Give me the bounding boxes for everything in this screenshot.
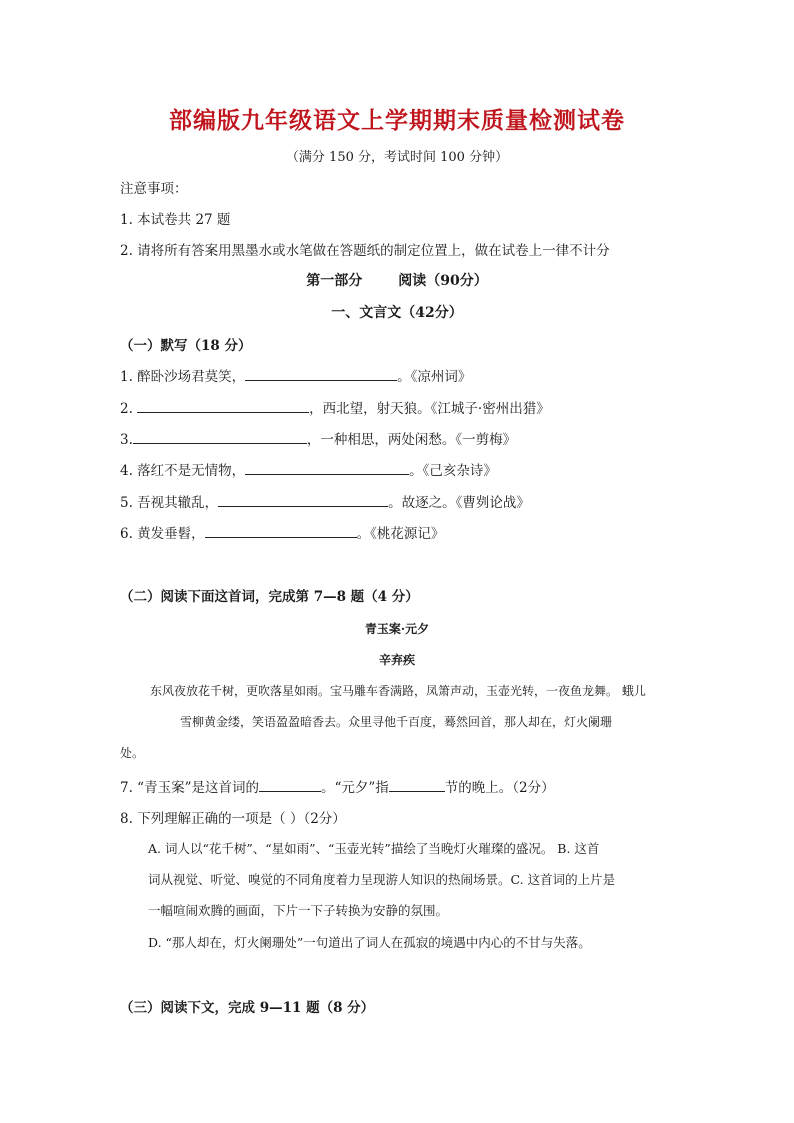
- exam-subtitle: （满分 150 分，考试时间 100 分钟）: [285, 150, 509, 165]
- sub1-heading: （一）默写（18 分）: [120, 338, 252, 354]
- answer-blank[interactable]: [205, 525, 357, 538]
- q7-part-b: 。“元夕”指: [320, 780, 389, 796]
- q7-part-c: 节的晚上。（2分）: [444, 780, 555, 796]
- q3-prefix: 3.: [120, 432, 133, 448]
- answer-blank[interactable]: [245, 368, 397, 381]
- q4-suffix: 。《己亥杂诗》: [409, 463, 497, 479]
- part-name: 阅读（90分）: [398, 273, 488, 289]
- sub3-heading: （三）阅读下文，完成 9—11 题（8 分）: [120, 1000, 375, 1016]
- question-6: [120, 522, 444, 542]
- poem-line-1: 东风夜放花千树，更吹落星如雨。宝马雕车香满路，凤箫声动，玉壶光转，一夜鱼龙舞。 蛾儿: [150, 684, 646, 698]
- question-8: 8. 下列理解正确的一项是（ ）（2分）: [120, 811, 346, 827]
- poem-title: 青玉案·元夕: [364, 622, 430, 636]
- answer-blank[interactable]: [245, 462, 409, 475]
- q3-suffix: ，一种相思，两处闲愁。《一剪梅》: [306, 432, 517, 448]
- q2-prefix: 2.: [120, 401, 138, 417]
- question-3: [120, 428, 516, 448]
- q1-suffix: 。《凉州词》: [397, 369, 472, 385]
- note-item-2: 2. 请将所有答案用黑墨水或水笔做在答题纸的制定位置上，做在试卷上一律不计分: [120, 243, 610, 259]
- q5-suffix: 。故逐之。《曹刿论战》: [388, 495, 530, 511]
- sub2-heading: （二）阅读下面这首词，完成第 7—8 题（4 分）: [120, 589, 419, 605]
- option-a-line-2: 词从视觉、听觉、嗅觉的不同角度着力呈现游人知识的热闹场景。C. 这首词的上片是: [148, 872, 616, 887]
- q2-suffix: ，西北望，射天狼。《江城子·密州出猎》: [309, 401, 550, 417]
- answer-blank[interactable]: [218, 494, 388, 507]
- note-item-1: 1. 本试卷共 27 题: [120, 212, 231, 228]
- q4-prefix: 4. 落红不是无情物，: [120, 463, 246, 479]
- question-5: [120, 491, 530, 511]
- q6-prefix: 6. 黄发垂髫，: [120, 526, 205, 542]
- q1-prefix: 1. 醉卧沙场君莫笑，: [120, 369, 246, 385]
- part-label: 第一部分: [306, 273, 363, 289]
- poem-line-3: 处。: [120, 746, 145, 760]
- option-a-line-1: A. 词人以“花千树”、“星如雨”、“玉壶光转”描绘了当晚灯火璀璨的盛况。 B. 这首: [148, 841, 600, 856]
- q5-prefix: 5. 吾视其辙乱，: [120, 495, 219, 511]
- option-a-line-3: 一幅喧闹欢腾的画面，下片一下子转换为安静的氛围。: [148, 903, 449, 918]
- q7-part-a: 7. “青玉案”是这首词的: [120, 780, 259, 796]
- answer-blank[interactable]: [133, 431, 307, 444]
- section-heading: 一、文言文（42分）: [331, 305, 463, 321]
- part-heading: [0, 270, 794, 290]
- answer-blank[interactable]: [137, 400, 309, 413]
- answer-blank[interactable]: [259, 779, 321, 792]
- poem-line-2: 雪柳黄金缕，笑语盈盈暗香去。众里寻他千百度，蓦然回首，那人却在，灯火阑珊: [180, 715, 613, 729]
- question-1: [120, 365, 471, 385]
- option-d: D. “那人却在，灯火阑珊处”一句道出了词人在孤寂的境遇中内心的不甘与失落。: [148, 935, 591, 950]
- exam-title: 部编版九年级语文上学期期末质量检测试卷: [169, 107, 625, 134]
- question-2: [120, 397, 550, 417]
- notes-heading: 注意事项：: [120, 181, 188, 197]
- poem-author: 辛弃疾: [378, 653, 415, 667]
- q6-suffix: 。《桃花源记》: [356, 526, 445, 542]
- question-7: [120, 776, 555, 796]
- answer-blank[interactable]: [389, 779, 445, 792]
- question-4: [120, 459, 497, 479]
